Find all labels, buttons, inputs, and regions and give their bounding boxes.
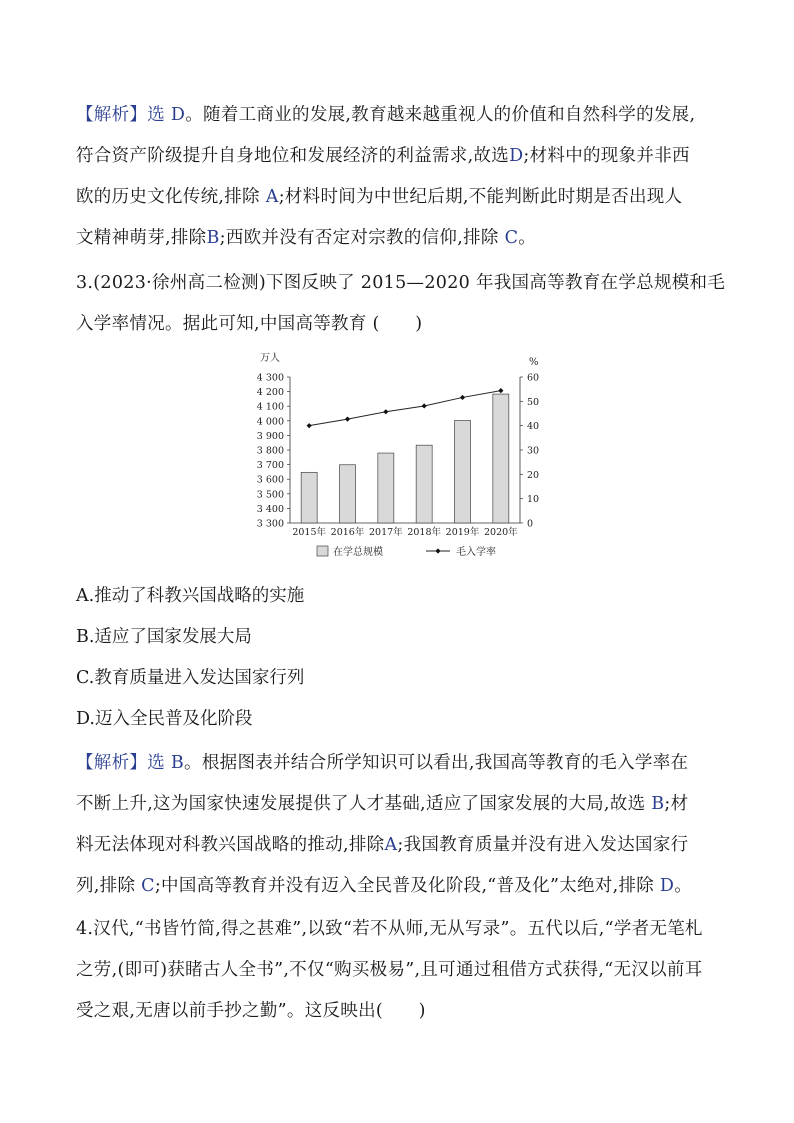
analysis-2-line-2: 不断上升,这为国家快速发展提供了人才基础,适应了国家发展的大局,故选 B;材	[76, 794, 689, 814]
legend-bar-label: 在学总规模	[333, 547, 383, 558]
rate-point-4	[422, 403, 427, 408]
analysis-1-line-3: 欧的历史文化传统,排除 A;材料时间为中世纪后期,不能判断此时期是否出现人	[76, 187, 683, 207]
left-tick-label: 3 900	[256, 430, 284, 442]
analysis-2	[76, 743, 722, 907]
analysis-2-line-3: 料无法体现对科教兴国战略的推动,排除A;我国教育质量并没有进入发达国家行	[76, 835, 689, 855]
x-tick-label: 2015年	[292, 527, 327, 538]
analysis-1-line-2: 符合资产阶级提升自身地位和发展经济的利益需求,故选D;材料中的现象并非西	[76, 146, 690, 166]
analysis-2-line-4: 列,排除 C;中国高等教育并没有迈入全民普及化阶段,“普及化”太绝对,排除 D。	[76, 876, 693, 896]
option-c[interactable]: C.教育质量进入发达国家行列	[76, 668, 305, 688]
bar-1	[301, 472, 317, 523]
bar-5	[455, 421, 471, 523]
bar-3	[378, 453, 394, 523]
left-tick-label: 4 200	[256, 387, 284, 399]
enrollment-chart	[250, 350, 550, 565]
analysis-1-line-1: 【解析】选 D。随着工商业的发展,教育越来越重视人的价值和自然科学的发展,	[76, 105, 696, 125]
right-tick-label: 30	[527, 445, 540, 457]
right-tick-label: 60	[527, 372, 540, 384]
right-tick-label: 20	[527, 469, 540, 481]
question-3-line-1: 3.(2023·徐州高二检测)下图反映了 2015—2020 年我国高等教育在学总规模和毛	[76, 273, 726, 293]
rate-point-2	[345, 416, 350, 421]
legend-line-marker	[435, 548, 440, 553]
x-tick-label: 2017年	[368, 527, 403, 538]
option-d[interactable]: D.迈入全民普及化阶段	[76, 709, 253, 729]
left-tick-label: 3 400	[256, 503, 284, 515]
analysis-2-line-1: 【解析】选 B。根据图表并结合所学知识可以看出,我国高等教育的毛入学率在	[76, 753, 689, 773]
rate-point-1	[307, 423, 312, 428]
option-b[interactable]: B.适应了国家发展大局	[76, 627, 252, 647]
right-tick-label: 50	[527, 396, 540, 408]
question-4	[76, 909, 722, 1032]
analysis-1-line-4: 文精神萌芽,排除B;西欧并没有否定对宗教的信仰,排除 C。	[76, 228, 537, 248]
legend-line-label: 毛入学率	[456, 547, 496, 558]
bar-4	[416, 445, 432, 523]
bar-6	[493, 394, 509, 523]
left-tick-label: 3 500	[256, 489, 284, 501]
left-tick-label: 3 800	[256, 445, 284, 457]
left-tick-label: 4 100	[256, 401, 284, 413]
rate-point-5	[460, 395, 465, 400]
left-tick-label: 4 000	[256, 416, 284, 428]
left-tick-label: 3 600	[256, 474, 284, 486]
bar-2	[340, 465, 356, 523]
x-tick-label: 2016年	[330, 527, 365, 538]
rate-line	[309, 391, 501, 426]
question-4-line-3: 受之艰,无唐以前手抄之勤”。这反映出( )	[76, 1001, 426, 1021]
question-3	[76, 263, 726, 345]
left-tick-label: 3 300	[256, 518, 284, 530]
option-a[interactable]: A.推动了科教兴国战略的实施	[76, 586, 305, 606]
right-tick-label: 0	[527, 518, 534, 530]
left-tick-label: 4 300	[256, 372, 284, 384]
left-tick-label: 3 700	[256, 460, 284, 472]
analysis-1	[76, 95, 722, 259]
right-tick-label: 40	[527, 421, 540, 433]
question-4-line-2: 之劳,(即可)获睹古人全书”,不仅“购买极易”,且可通过租借方式获得,“无汉以前耳	[76, 960, 703, 980]
x-tick-label: 2018年	[407, 527, 442, 538]
right-axis-unit: %	[529, 357, 539, 368]
left-axis-unit: 万人	[260, 353, 280, 364]
x-tick-label: 2019年	[445, 527, 480, 538]
rate-point-3	[383, 409, 388, 414]
x-tick-label: 2020年	[483, 527, 518, 538]
question-4-line-1: 4.汉代,“书皆竹简,得之甚难”,以致“若不从师,无从写录”。五代以后,“学者无笔札	[76, 919, 703, 939]
question-3-line-2: 入学率情况。据此可知,中国高等教育 ( )	[76, 314, 423, 334]
right-tick-label: 10	[527, 494, 540, 506]
rate-point-6	[498, 388, 503, 393]
legend-bar-swatch	[317, 546, 328, 556]
